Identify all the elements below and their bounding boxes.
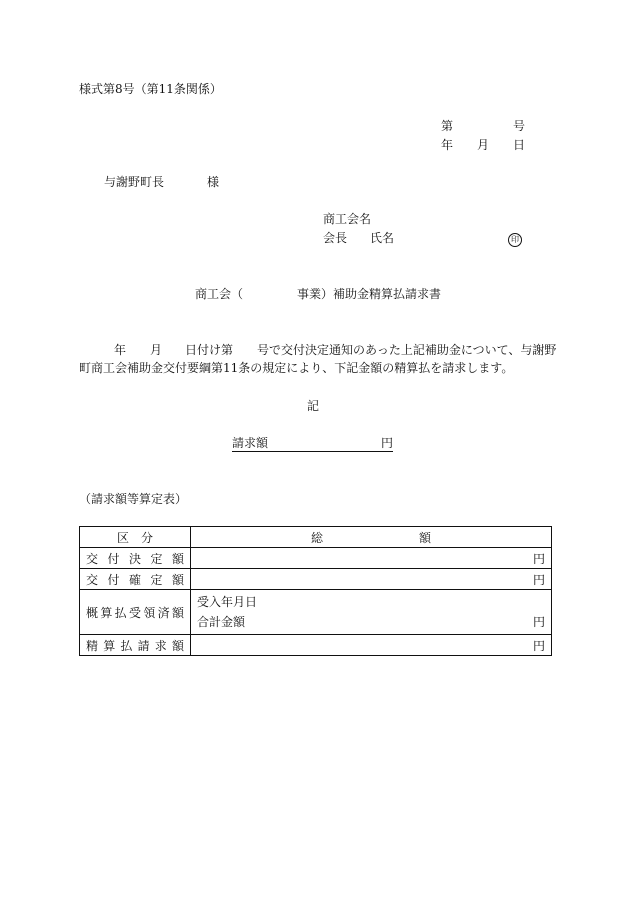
document-title-suffix: 事業）補助金精算払請求書 (297, 287, 442, 301)
body-year: 年 (114, 343, 127, 357)
body-line2: 町商工会補助金交付要綱第11条の規定により、下記金額の精算払を請求します。 (79, 361, 514, 375)
calculation-table (79, 526, 552, 656)
date-day: 日 (513, 138, 526, 152)
row-unit: 円 (191, 569, 552, 590)
request-label: 請求額 (232, 436, 269, 450)
number-dai: 第 (441, 119, 454, 133)
table-header-row (80, 527, 552, 548)
row-unit: 円 (191, 635, 552, 656)
table-row (80, 548, 552, 569)
body-line1-rest: 日付け第 号で交付決定通知のあった上記補助金について、与謝野 (185, 343, 557, 357)
receipt-date-label: 受入年月日 (197, 595, 258, 609)
table-title: （請求額等算定表） (79, 492, 188, 506)
row-label: 概算払受領済額 (80, 590, 191, 635)
row-label: 交付決定額 (80, 548, 191, 569)
body-month: 月 (150, 343, 163, 357)
table-row (80, 569, 552, 590)
receipt-date-line (197, 592, 545, 612)
date-year: 年 (441, 138, 454, 152)
ki-heading: 記 (307, 399, 320, 413)
row-unit: 円 (191, 548, 552, 569)
table-row (80, 590, 552, 635)
header-total: 総 額 (191, 527, 552, 548)
row-detail-cell (191, 590, 552, 635)
seal-mark (508, 231, 522, 247)
total-amount-label: 合計金額 (197, 615, 246, 629)
number-go: 号 (513, 119, 526, 133)
date-month: 月 (477, 138, 490, 152)
header-category: 区 分 (80, 527, 191, 548)
addressee-name: 与謝野町長 (104, 175, 165, 189)
applicant-chair-label: 会長 (323, 231, 348, 245)
row-unit: 円 (532, 615, 545, 629)
applicant-org-label: 商工会名 (323, 212, 372, 226)
request-unit: 円 (380, 436, 393, 450)
row-label: 交付確定額 (80, 569, 191, 590)
total-amount-line (197, 612, 545, 632)
seal-icon: 印 (508, 233, 522, 247)
applicant-name-label: 氏名 (370, 231, 395, 245)
table-row (80, 635, 552, 656)
request-amount-line (232, 436, 393, 452)
row-label: 精算払請求額 (80, 635, 191, 656)
addressee-sama: 様 (207, 175, 220, 189)
document-title-prefix: 商工会（ (195, 287, 244, 301)
form-number: 様式第8号（第11条関係） (79, 82, 222, 96)
